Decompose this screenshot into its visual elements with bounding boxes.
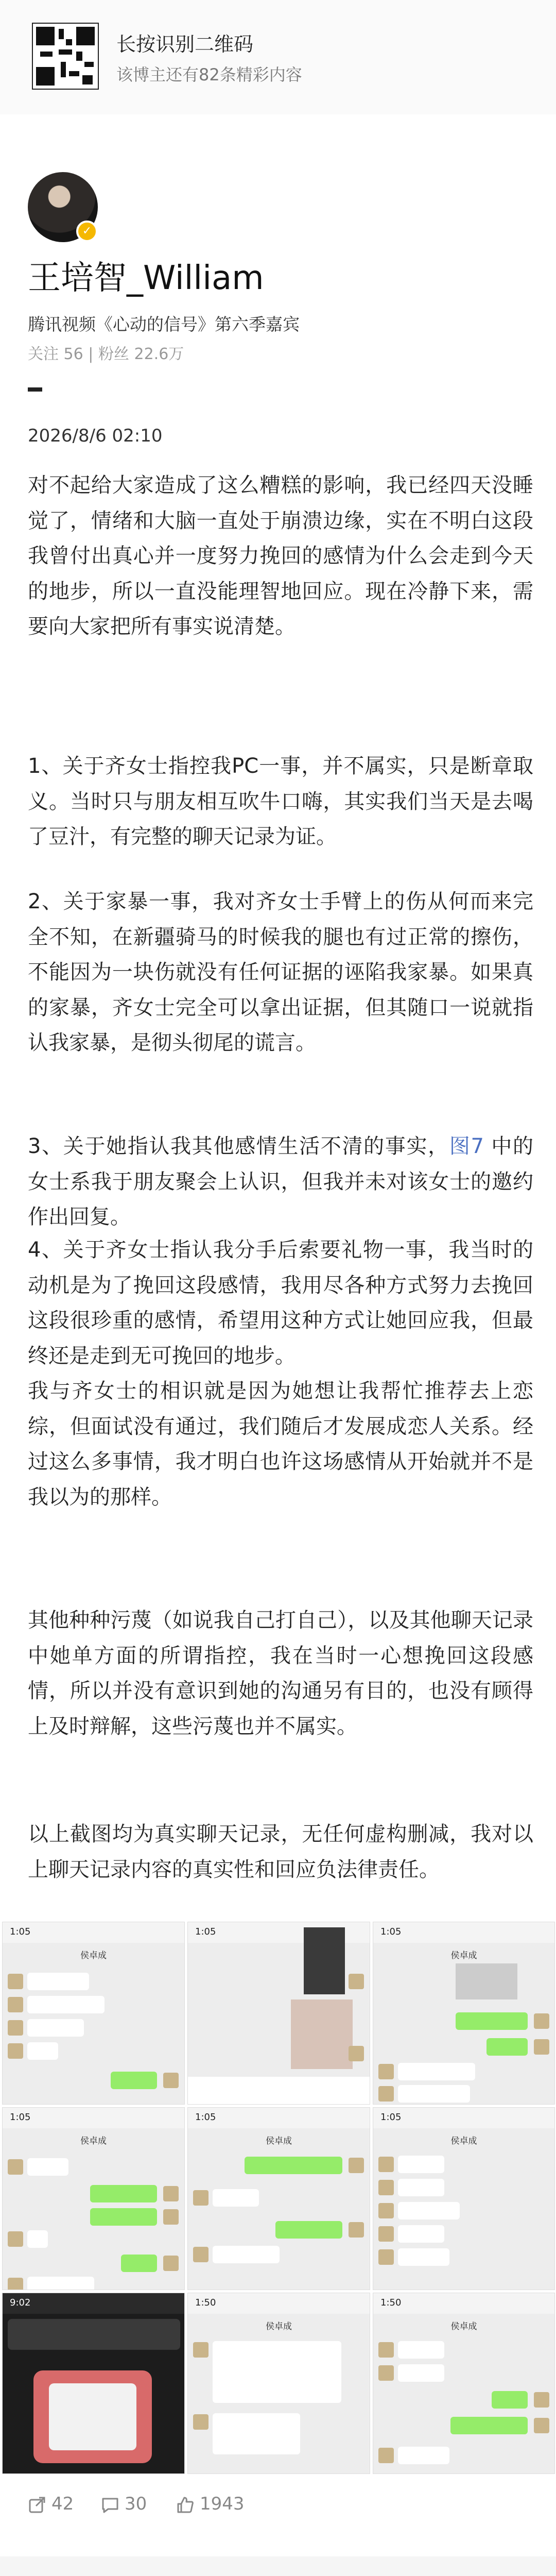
- verified-badge-icon: ✓: [76, 221, 98, 242]
- post-paragraph-5: 4、关于齐女士指认我分手后索要礼物一事，我当时的动机是为了挽回这段感情，我用尽各种方式努力去挽回这段很珍重的感情，希望用这种方式让她回应我，但最终还是走到无可挽回的地步。: [28, 1238, 533, 1368]
- post-paragraph-7: 其他种种污蔑（如说我自己打自己），以及其他聊天记录中她单方面的所谓指控，我在当时一心想挽回这段感情，所以并没有意识到她的沟通另有目的，也没有顾得上及时辩解，这些污蔑也并不属实。: [28, 1608, 533, 1738]
- post-paragraph-4-text-a: 3、关于她指认我其他感情生活不清的事实，: [28, 1134, 449, 1158]
- chat-contact-name: 侯卓成: [80, 1951, 107, 1961]
- chat-contact-name: 侯卓成: [80, 2136, 107, 2146]
- fans-label: 粉丝: [98, 345, 129, 363]
- chat-screenshot-6[interactable]: [373, 2107, 555, 2290]
- post-paragraph-4: [28, 1129, 533, 1235]
- share-count: 42: [51, 2494, 74, 2514]
- section-divider: [28, 387, 42, 392]
- screenshot-time: 1:05: [380, 2112, 402, 2123]
- comment-icon: [101, 2496, 119, 2514]
- bottom-qr-banner[interactable]: [0, 2556, 556, 2576]
- screenshot-time: 1:50: [195, 2297, 216, 2308]
- follow-count[interactable]: 56: [63, 345, 83, 363]
- comment-button[interactable]: [101, 2494, 147, 2514]
- phone-photo-screenshot-7[interactable]: [2, 2293, 185, 2474]
- user-bio: 腾讯视频《心动的信号》第六季嘉宾: [28, 314, 300, 334]
- post-date: 2026/8/6 02:10: [28, 426, 163, 446]
- share-button[interactable]: [28, 2494, 74, 2514]
- chat-contact-name: 侯卓成: [450, 1951, 477, 1961]
- screenshot-time: 9:02: [10, 2297, 31, 2308]
- chat-screenshot-4[interactable]: [2, 2107, 185, 2290]
- post-paragraph-1: 对不起给大家造成了这么糟糕的影响，我已经四天没睡觉了，情绪和大脑一直处于崩溃边缘，实在不明白这段我曾付出真心并一度努力挽回的感情为什么会走到今天的地步，所以一直没能理智地回应。现在冷静下来，需要向大家把所有事实说清楚。: [28, 473, 533, 638]
- post-paragraph-4-text-b: 中的女士系我于朋友聚会上认识，但我并未对该女士的邀约作出回复。: [28, 1134, 534, 1229]
- chat-screenshot-8[interactable]: [187, 2293, 370, 2474]
- follow-label: 关注: [28, 345, 59, 363]
- image-7-link[interactable]: 图7: [449, 1134, 484, 1158]
- post-action-bar: [0, 2478, 556, 2530]
- share-icon: [28, 2496, 46, 2514]
- user-stats: [28, 341, 184, 364]
- stats-separator: |: [88, 345, 94, 363]
- chat-contact-name: 侯卓成: [266, 2321, 292, 2332]
- chat-screenshot-9[interactable]: [373, 2293, 555, 2474]
- screenshot-time: 1:50: [380, 2297, 402, 2308]
- username[interactable]: 王培智_William: [28, 259, 264, 297]
- chat-contact-name: 侯卓成: [450, 2321, 477, 2332]
- post-paragraph-2: 1、关于齐女士指控我PC一事，并不属实，只是断章取义。当时只与朋友相互吹牛口嗨，其实我们当天是去喝了豆汁，有完整的聊天记录为证。: [28, 754, 533, 849]
- chat-screenshot-1[interactable]: [2, 1922, 185, 2105]
- screenshot-time: 1:05: [195, 2112, 216, 2123]
- screenshot-time: 1:05: [380, 1926, 402, 1937]
- post-paragraph-3: 2、关于家暴一事，我对齐女士手臂上的伤从何而来完全不知，在新疆骑马的时候我的腿也有过正常的擦伤，不能因为一块伤就没有任何证据的诬陷我家暴。如果真的家暴，齐女士完全可以拿出证据，但其随口一说就指认我家暴，是彻头彻尾的谎言。: [28, 890, 533, 1055]
- fans-count[interactable]: 22.6万: [134, 345, 184, 363]
- chat-contact-name: 侯卓成: [450, 2136, 477, 2146]
- banner-title: 长按识别二维码: [116, 33, 254, 56]
- image-grid: [2, 1922, 555, 2474]
- comment-count: 30: [125, 2494, 147, 2514]
- chat-screenshot-3[interactable]: [373, 1922, 555, 2105]
- like-count: 1943: [200, 2494, 245, 2514]
- qr-banner[interactable]: [0, 0, 556, 114]
- post-paragraph-8: 以上截图均为真实聊天记录，无任何虚构删减，我对以上聊天记录内容的真实性和回应负法律责任。: [28, 1822, 533, 1882]
- chat-contact-name: 侯卓成: [266, 2136, 292, 2146]
- screenshot-time: 1:05: [10, 2112, 31, 2123]
- qr-code-image: [32, 23, 99, 90]
- banner-subtitle: 该博主还有82条精彩内容: [116, 65, 302, 84]
- screenshot-time: 1:05: [195, 1926, 216, 1937]
- like-button[interactable]: [176, 2494, 245, 2514]
- screenshot-time: 1:05: [10, 1926, 31, 1937]
- like-icon: [176, 2496, 195, 2514]
- chat-screenshot-5[interactable]: [187, 2107, 370, 2290]
- post-paragraph-6: 我与齐女士的相识就是因为她想让我帮忙推荐去上恋综，但面试没有通过，我们随后才发展成恋人关系。经过这么多事情，我才明白也许这场感情从开始就并不是我以为的那样。: [28, 1379, 533, 1509]
- chat-screenshot-2[interactable]: [187, 1922, 370, 2105]
